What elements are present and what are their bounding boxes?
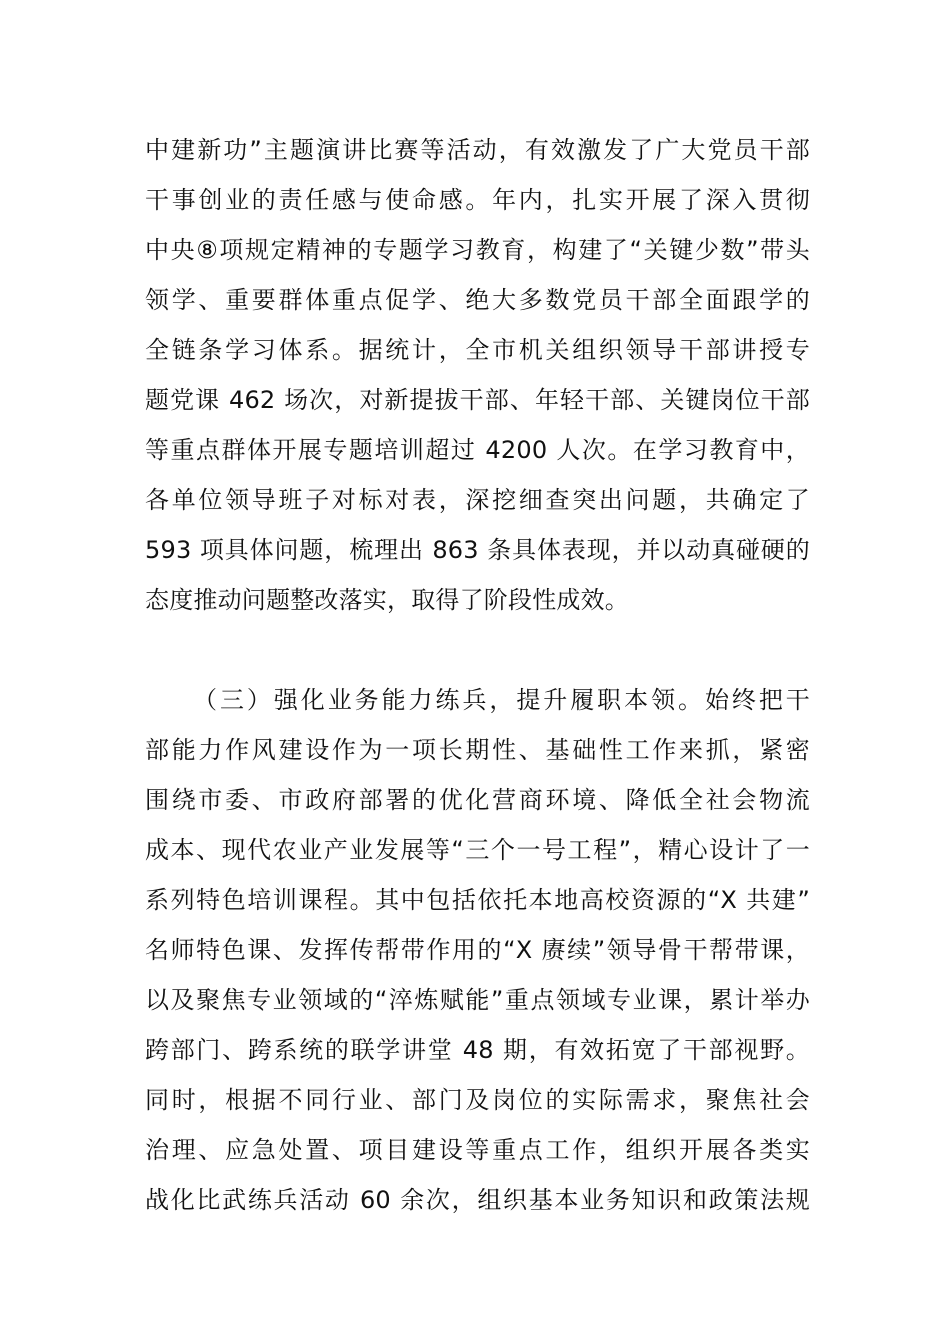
text-line: 以及聚焦专业领域的“淬炼赋能”重点领域专业课，累计举办 [145, 986, 810, 1014]
text-line: 战化比武练兵活动 60 余次，组织基本业务知识和政策法规 [145, 1186, 810, 1214]
text-line: 593 项具体问题，梳理出 863 条具体表现，并以动真碰硬的 [145, 536, 810, 564]
text-line: 领学、重要群体重点促学、绝大多数党员干部全面跟学的 [145, 286, 810, 314]
text-line: 部能力作风建设作为一项长期性、基础性工作来抓，紧密 [145, 736, 810, 764]
text-line: 中建新功”主题演讲比赛等活动，有效激发了广大党员干部 [145, 136, 810, 164]
text-line: 各单位领导班子对标对表，深挖细查突出问题，共确定了 [145, 486, 810, 514]
text-line: 系列特色培训课程。其中包括依托本地高校资源的“X 共建” [145, 886, 810, 914]
paragraph-learning-education [145, 125, 810, 625]
text-line: 态度推动问题整改落实，取得了阶段性成效。 [145, 586, 629, 614]
text-line: 全链条学习体系。据统计，全市机关组织领导干部讲授专 [145, 336, 810, 364]
text-line: 题党课 462 场次，对新提拔干部、年轻干部、关键岗位干部 [145, 386, 810, 414]
text-line: 等重点群体开展专题培训超过 4200 人次。在学习教育中， [145, 436, 810, 464]
text-line: 跨部门、跨系统的联学讲堂 48 期，有效拓宽了干部视野。 [145, 1036, 810, 1064]
text-line: 围绕市委、市政府部署的优化营商环境、降低全社会物流 [145, 786, 810, 814]
text-line: 同时，根据不同行业、部门及岗位的实际需求，聚焦社会 [145, 1086, 810, 1114]
text-line: 成本、现代农业产业发展等“三个一号工程”，精心设计了一 [145, 836, 810, 864]
text-line: 治理、应急处置、项目建设等重点工作，组织开展各类实 [145, 1136, 810, 1164]
section-heading-line: （三）强化业务能力练兵，提升履职本领。始终把干 [193, 686, 810, 714]
text-line: 中央⑧项规定精神的专题学习教育，构建了“关键少数”带头 [145, 236, 810, 264]
paragraph-capability-training [145, 675, 810, 1225]
text-line: 名师特色课、发挥传帮带作用的“X 赓续”领导骨干帮带课， [145, 936, 810, 964]
text-line: 干事创业的责任感与使命感。年内，扎实开展了深入贯彻 [145, 186, 810, 214]
